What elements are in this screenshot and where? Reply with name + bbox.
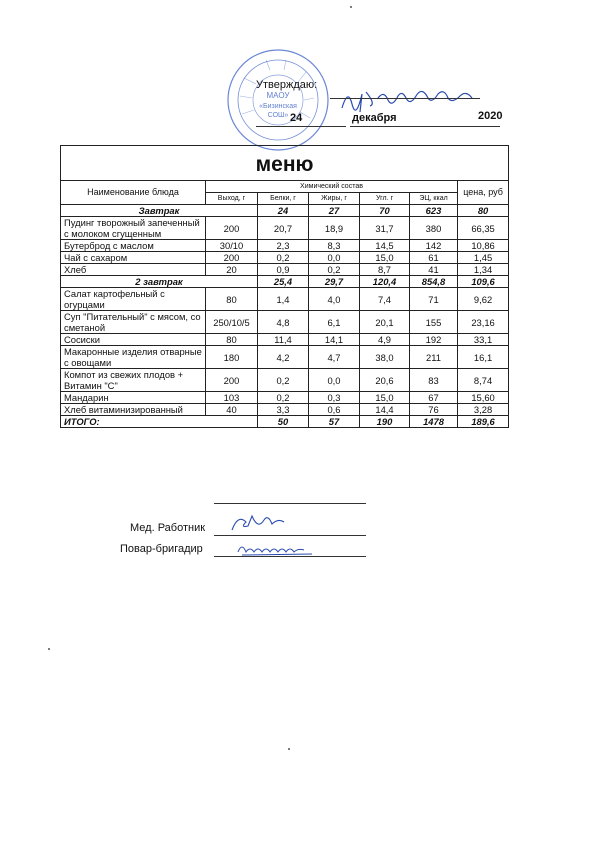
item-yield: 180 [206,346,258,369]
item-protein: 4,2 [258,346,309,369]
item-fat: 4,7 [309,346,360,369]
item-yield: 250/10/5 [206,311,258,334]
total-protein: 50 [258,416,309,428]
col-fat-header: Жиры, г [309,193,360,205]
breakfast-label: Завтрак [61,205,258,217]
item-protein: 0,2 [258,252,309,264]
medic-label: Мед. Работник [130,522,206,534]
item-energy: 61 [410,252,458,264]
separator-line [214,503,366,504]
item-carbs: 38,0 [360,346,410,369]
item-price: 15,60 [458,392,509,404]
svg-text:МАОУ: МАОУ [266,91,290,100]
breakfast-price: 80 [458,205,509,217]
item-name: Макаронные изделия отварные с овощами [61,346,206,369]
item-carbs: 20,1 [360,311,410,334]
breakfast-energy: 623 [410,205,458,217]
breakfast2-item-row [61,404,509,416]
item-energy: 380 [410,217,458,240]
breakfast2-item-row [61,369,509,392]
title-row [61,146,509,181]
breakfast-carbs: 70 [360,205,410,217]
scan-speck [48,648,50,650]
item-energy: 155 [410,311,458,334]
item-carbs: 20,6 [360,369,410,392]
item-price: 33,1 [458,334,509,346]
item-fat: 0,0 [309,369,360,392]
item-fat: 0,2 [309,264,360,276]
breakfast-row [61,205,509,217]
breakfast2-item-row [61,311,509,334]
item-yield: 20 [206,264,258,276]
breakfast-items [61,217,509,276]
total-price: 189,6 [458,416,509,428]
breakfast2-energy: 854,8 [410,276,458,288]
breakfast2-items [61,288,509,416]
svg-text:«Бизинская: «Бизинская [259,103,297,110]
item-yield: 200 [206,217,258,240]
scan-speck [288,748,290,750]
item-yield: 30/10 [206,240,258,252]
item-carbs: 7,4 [360,288,410,311]
item-protein: 20,7 [258,217,309,240]
item-energy: 71 [410,288,458,311]
item-carbs: 31,7 [360,217,410,240]
item-name: Салат картофельный с огурцами [61,288,206,311]
breakfast2-item-row [61,346,509,369]
breakfast-item-row [61,240,509,252]
item-fat: 0,3 [309,392,360,404]
item-yield: 40 [206,404,258,416]
breakfast2-row [61,276,509,288]
item-name: Пудинг творожный запеченный с молоком сгущенным [61,217,206,240]
item-name: Сосиски [61,334,206,346]
item-yield: 200 [206,252,258,264]
item-name: Компот из свежих плодов + Витамин "С" [61,369,206,392]
breakfast2-label: 2 завтрак [61,276,258,288]
breakfast2-price: 109,6 [458,276,509,288]
item-protein: 3,3 [258,404,309,416]
item-price: 8,74 [458,369,509,392]
item-name: Чай с сахаром [61,252,206,264]
item-price: 9,62 [458,288,509,311]
col-carbs-header: Угл. г [360,193,410,205]
item-price: 66,35 [458,217,509,240]
total-energy: 1478 [410,416,458,428]
item-fat: 4,0 [309,288,360,311]
item-protein: 0,2 [258,392,309,404]
item-energy: 76 [410,404,458,416]
header-row [61,181,509,193]
breakfast-item-row [61,252,509,264]
item-protein: 11,4 [258,334,309,346]
item-energy: 67 [410,392,458,404]
breakfast-protein: 24 [258,205,309,217]
item-carbs: 4,9 [360,334,410,346]
item-carbs: 15,0 [360,252,410,264]
col-yield-header: Выход, г [206,193,258,205]
director-signature [336,84,486,114]
approval-day: 24 [290,112,303,124]
item-fat: 6,1 [309,311,360,334]
item-price: 3,28 [458,404,509,416]
total-fat: 57 [309,416,360,428]
item-name: Бутерброд с маслом [61,240,206,252]
item-energy: 83 [410,369,458,392]
cook-signature [234,540,318,558]
breakfast-item-row [61,217,509,240]
breakfast-fat: 27 [309,205,360,217]
item-fat: 8,3 [309,240,360,252]
item-carbs: 14,5 [360,240,410,252]
approval-year: 2020 [478,110,503,122]
breakfast2-item-row [61,288,509,311]
col-price-header: цена, руб [458,181,509,205]
svg-text:СОШ»: СОШ» [267,112,289,119]
col-dish-header: Наименование блюда [61,181,206,205]
col-energy-header: ЭЦ, ккал [410,193,458,205]
month-underline [350,126,500,127]
approval-month: декабря [352,112,397,124]
breakfast2-protein: 25,4 [258,276,309,288]
menu-table [60,145,509,428]
breakfast2-item-row [61,392,509,404]
item-yield: 200 [206,369,258,392]
item-protein: 2,3 [258,240,309,252]
item-carbs: 8,7 [360,264,410,276]
item-fat: 18,9 [309,217,360,240]
item-price: 1,34 [458,264,509,276]
item-carbs: 14,4 [360,404,410,416]
item-price: 16,1 [458,346,509,369]
item-energy: 211 [410,346,458,369]
item-name: Мандарин [61,392,206,404]
item-fat: 0,6 [309,404,360,416]
item-protein: 1,4 [258,288,309,311]
item-fat: 14,1 [309,334,360,346]
item-yield: 80 [206,334,258,346]
item-energy: 192 [410,334,458,346]
item-protein: 0,2 [258,369,309,392]
approve-label: Утверждаю: [256,79,318,91]
col-protein-header: Белки, г [258,193,309,205]
item-name: Хлеб витаминизированный [61,404,206,416]
item-price: 10,86 [458,240,509,252]
item-fat: 0,0 [309,252,360,264]
item-energy: 142 [410,240,458,252]
item-carbs: 15,0 [360,392,410,404]
item-price: 23,16 [458,311,509,334]
item-protein: 0,9 [258,264,309,276]
signature-line [330,98,480,99]
item-price: 1,45 [458,252,509,264]
col-chem-header: Химический состав [206,181,458,193]
breakfast2-carbs: 120,4 [360,276,410,288]
item-name: Суп "Питательный" с мясом, со сметаной [61,311,206,334]
medic-signature [228,512,288,534]
item-yield: 80 [206,288,258,311]
item-name: Хлеб [61,264,206,276]
item-protein: 4,8 [258,311,309,334]
item-energy: 41 [410,264,458,276]
total-row [61,416,509,428]
menu-title: меню [61,146,509,181]
breakfast2-item-row [61,334,509,346]
total-label: ИТОГО: [61,416,258,428]
item-yield: 103 [206,392,258,404]
breakfast-item-row [61,264,509,276]
breakfast2-fat: 29,7 [309,276,360,288]
scan-speck [350,6,352,8]
school-stamp [226,48,330,152]
total-carbs: 190 [360,416,410,428]
medic-signature-line [214,535,366,536]
day-underline [256,126,346,127]
cook-label: Повар-бригадир [120,543,203,555]
